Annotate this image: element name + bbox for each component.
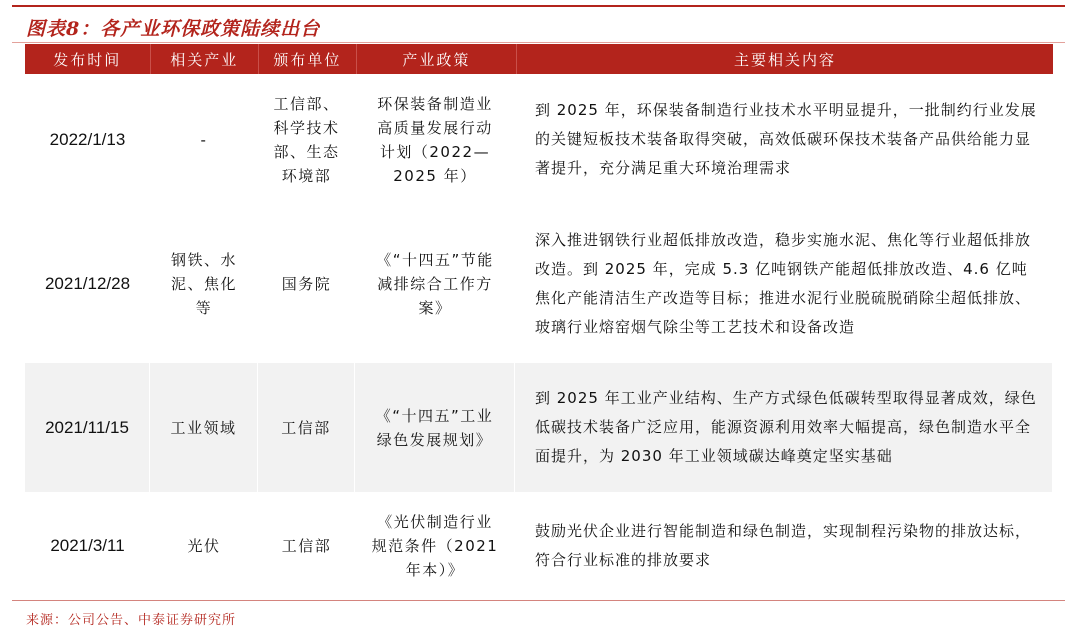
bottom-rule: [12, 600, 1065, 601]
table-row: [25, 363, 1053, 492]
figure-title: 图表8：各产业环保政策陆续出台: [26, 18, 321, 40]
header-date: 发布时间: [25, 44, 151, 74]
cell-content: 鼓励光伏企业进行智能制造和绿色制造，实现制程污染物的排放达标，符合行业标准的排放要求: [535, 522, 1032, 569]
cell-content: 到 2025 年工业产业结构、生产方式绿色低碳转型取得显著成效，绿色低碳技术装备广泛应用，能源资源利用效率大幅提高，绿色制造水平全面提升，为 2030 年工业领域碳达峰奠定坚实基础: [515, 363, 1053, 492]
cell-date: 2022/1/13: [49, 129, 126, 149]
header-industry: 相关产业: [151, 44, 260, 74]
table-header: [25, 44, 1053, 74]
table-row: [25, 74, 1053, 205]
cell-date: 2021/3/11: [50, 536, 125, 555]
policy-table: [25, 44, 1053, 600]
header-content: 主要相关内容: [734, 50, 837, 69]
cell-policy: 《“十四五”工业 绿色发展规划》: [355, 363, 515, 492]
top-rule: [12, 5, 1065, 7]
cell-policy: 环保装备制造业 高质量发展行动 计划（2022— 2025 年）: [377, 94, 493, 185]
source-note: 来源：公司公告、中泰证券研究所: [26, 613, 237, 628]
cell-issuer: 工信部: [281, 537, 332, 555]
table-row: [25, 205, 1053, 363]
cell-issuer: 工信部、 科学技术 部、生态 环境部: [273, 94, 340, 185]
header-policy: 产业政策: [357, 44, 517, 74]
header-issuer: 颁布单位: [259, 44, 357, 74]
cell-industry: -: [200, 130, 208, 149]
cell-issuer: 工信部: [258, 363, 355, 492]
cell-policy: 《“十四五”节能 减排综合工作方 案》: [376, 251, 494, 317]
title-rule: [12, 42, 1065, 43]
cell-content: 深入推进钢铁行业超低排放改造，稳步实施水泥、焦化等行业超低排放改造。到 2025 年，完成 5.3 亿吨钢铁产能超低排放改造、4.6 亿吨焦化产能清洁生产改造等目标；推进水泥行业脱硫脱硝除尘超低排放、玻璃行业熔窑烟气除尘等工艺技术和设备改造: [535, 231, 1032, 336]
cell-policy: 《光伏制造行业 规范条件（2021 年本）》: [371, 513, 499, 579]
cell-industry: 工业领域: [150, 363, 258, 492]
cell-content: 到 2025 年，环保装备制造行业技术水平明显提升，一批制约行业发展的关键短板技术装备取得突破，高效低碳环保技术装备产品供给能力显著提升，充分满足重大环境治理需求: [535, 101, 1037, 177]
cell-date: 2021/11/15: [25, 363, 150, 492]
cell-date: 2021/12/28: [44, 274, 131, 293]
cell-industry: 钢铁、水 泥、焦化 等: [170, 251, 237, 317]
cell-issuer: 国务院: [281, 275, 332, 293]
cell-industry: 光伏: [187, 537, 221, 555]
table-row: [25, 492, 1053, 600]
